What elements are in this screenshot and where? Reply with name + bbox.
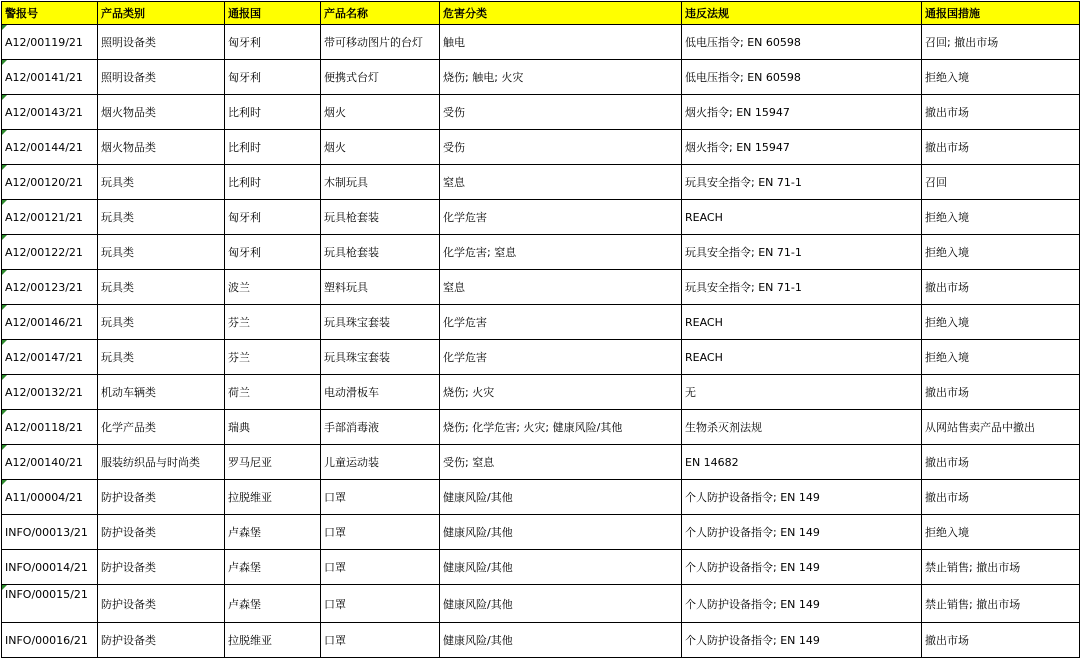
cell-risk-type: 化学危害 <box>440 200 682 235</box>
header-product-name: 产品名称 <box>321 2 440 25</box>
table-row <box>2 165 1080 200</box>
cell-measures: 召回; 撤出市场 <box>922 25 1080 60</box>
cell-notifying-country: 芬兰 <box>225 340 321 375</box>
cell-notifying-country: 卢森堡 <box>225 515 321 550</box>
cell-product-name: 玩具枪套装 <box>321 235 440 270</box>
cell-product-name: 塑料玩具 <box>321 270 440 305</box>
cell-risk-type: 健康风险/其他 <box>440 585 682 623</box>
cell-product-category: 机动车辆类 <box>98 375 225 410</box>
cell-product-name: 烟火 <box>321 95 440 130</box>
cell-alert-number: A12/00140/21 <box>2 445 98 480</box>
table-row <box>2 305 1080 340</box>
cell-notifying-country: 芬兰 <box>225 305 321 340</box>
cell-product-name: 儿童运动装 <box>321 445 440 480</box>
cell-risk-type: 烧伤; 触电; 火灾 <box>440 60 682 95</box>
cell-regulation: 个人防护设备指令; EN 149 <box>682 585 922 623</box>
cell-alert-number: A12/00144/21 <box>2 130 98 165</box>
cell-product-category: 玩具类 <box>98 305 225 340</box>
cell-product-name: 玩具珠宝套装 <box>321 340 440 375</box>
cell-risk-type: 触电 <box>440 25 682 60</box>
cell-product-name: 电动滑板车 <box>321 375 440 410</box>
cell-measures: 拒绝入境 <box>922 515 1080 550</box>
cell-product-category: 防护设备类 <box>98 585 225 623</box>
cell-product-category: 照明设备类 <box>98 25 225 60</box>
cell-risk-type: 健康风险/其他 <box>440 515 682 550</box>
cell-product-category: 烟火物品类 <box>98 130 225 165</box>
cell-product-category: 玩具类 <box>98 340 225 375</box>
cell-product-name: 木制玩具 <box>321 165 440 200</box>
cell-regulation: REACH <box>682 200 922 235</box>
cell-measures: 禁止销售; 撤出市场 <box>922 550 1080 585</box>
cell-risk-type: 烧伤; 化学危害; 火灾; 健康风险/其他 <box>440 410 682 445</box>
header-risk-type: 危害分类 <box>440 2 682 25</box>
cell-product-name: 带可移动图片的台灯 <box>321 25 440 60</box>
cell-notifying-country: 匈牙利 <box>225 25 321 60</box>
cell-notifying-country: 拉脱维亚 <box>225 480 321 515</box>
cell-measures: 禁止销售; 撤出市场 <box>922 585 1080 623</box>
cell-alert-number: INFO/00014/21 <box>2 550 98 585</box>
cell-alert-number: A12/00121/21 <box>2 200 98 235</box>
cell-alert-number: A12/00122/21 <box>2 235 98 270</box>
cell-alert-number: A12/00123/21 <box>2 270 98 305</box>
table-row <box>2 410 1080 445</box>
cell-notifying-country: 匈牙利 <box>225 200 321 235</box>
cell-notifying-country: 荷兰 <box>225 375 321 410</box>
cell-product-category: 服装纺织品与时尚类 <box>98 445 225 480</box>
cell-measures: 拒绝入境 <box>922 340 1080 375</box>
cell-measures: 撤出市场 <box>922 95 1080 130</box>
cell-product-category: 照明设备类 <box>98 60 225 95</box>
cell-alert-number: A12/00132/21 <box>2 375 98 410</box>
table-row <box>2 25 1080 60</box>
cell-alert-number: A12/00141/21 <box>2 60 98 95</box>
cell-regulation: 个人防护设备指令; EN 149 <box>682 550 922 585</box>
cell-product-name: 口罩 <box>321 515 440 550</box>
cell-risk-type: 健康风险/其他 <box>440 480 682 515</box>
cell-product-name: 口罩 <box>321 480 440 515</box>
cell-regulation: REACH <box>682 340 922 375</box>
cell-notifying-country: 罗马尼亚 <box>225 445 321 480</box>
cell-risk-type: 窒息 <box>440 165 682 200</box>
cell-regulation: 烟火指令; EN 15947 <box>682 95 922 130</box>
cell-notifying-country: 匈牙利 <box>225 235 321 270</box>
header-notifying-country: 通报国 <box>225 2 321 25</box>
cell-product-category: 玩具类 <box>98 235 225 270</box>
table-row <box>2 515 1080 550</box>
cell-measures: 撤出市场 <box>922 130 1080 165</box>
cell-product-name: 玩具枪套装 <box>321 200 440 235</box>
cell-risk-type: 健康风险/其他 <box>440 623 682 658</box>
cell-regulation: 玩具安全指令; EN 71-1 <box>682 165 922 200</box>
header-row <box>2 2 1080 25</box>
cell-notifying-country: 卢森堡 <box>225 585 321 623</box>
cell-measures: 撤出市场 <box>922 445 1080 480</box>
table-row <box>2 375 1080 410</box>
cell-regulation: 低电压指令; EN 60598 <box>682 60 922 95</box>
cell-measures: 拒绝入境 <box>922 60 1080 95</box>
cell-risk-type: 窒息 <box>440 270 682 305</box>
cell-alert-number: A12/00120/21 <box>2 165 98 200</box>
cell-product-category: 防护设备类 <box>98 550 225 585</box>
table-row <box>2 623 1080 658</box>
cell-risk-type: 化学危害 <box>440 340 682 375</box>
cell-product-name: 玩具珠宝套装 <box>321 305 440 340</box>
table-row <box>2 200 1080 235</box>
cell-notifying-country: 瑞典 <box>225 410 321 445</box>
cell-risk-type: 健康风险/其他 <box>440 550 682 585</box>
cell-regulation: EN 14682 <box>682 445 922 480</box>
cell-notifying-country: 比利时 <box>225 130 321 165</box>
table-row <box>2 95 1080 130</box>
table-row <box>2 270 1080 305</box>
header-product-category: 产品类别 <box>98 2 225 25</box>
cell-measures: 拒绝入境 <box>922 200 1080 235</box>
cell-notifying-country: 波兰 <box>225 270 321 305</box>
cell-measures: 撤出市场 <box>922 623 1080 658</box>
table-row <box>2 235 1080 270</box>
table-row <box>2 550 1080 585</box>
cell-regulation: 个人防护设备指令; EN 149 <box>682 480 922 515</box>
table-row <box>2 480 1080 515</box>
cell-product-name: 口罩 <box>321 623 440 658</box>
cell-product-category: 玩具类 <box>98 200 225 235</box>
cell-measures: 撤出市场 <box>922 480 1080 515</box>
cell-alert-number: A12/00119/21 <box>2 25 98 60</box>
cell-product-category: 玩具类 <box>98 270 225 305</box>
cell-regulation: 无 <box>682 375 922 410</box>
cell-measures: 拒绝入境 <box>922 235 1080 270</box>
cell-alert-number: INFO/00013/21 <box>2 515 98 550</box>
cell-product-category: 化学产品类 <box>98 410 225 445</box>
cell-regulation: 玩具安全指令; EN 71-1 <box>682 235 922 270</box>
header-alert-number: 警报号 <box>2 2 98 25</box>
header-regulation: 违反法规 <box>682 2 922 25</box>
table-row <box>2 60 1080 95</box>
cell-measures: 从网站售卖产品中撤出 <box>922 410 1080 445</box>
cell-measures: 撤出市场 <box>922 270 1080 305</box>
cell-risk-type: 烧伤; 火灾 <box>440 375 682 410</box>
cell-regulation: 玩具安全指令; EN 71-1 <box>682 270 922 305</box>
cell-notifying-country: 拉脱维亚 <box>225 623 321 658</box>
cell-notifying-country: 比利时 <box>225 165 321 200</box>
table-row <box>2 445 1080 480</box>
table-row <box>2 340 1080 375</box>
cell-regulation: 低电压指令; EN 60598 <box>682 25 922 60</box>
cell-measures: 撤出市场 <box>922 375 1080 410</box>
table-row <box>2 130 1080 165</box>
cell-risk-type: 受伤 <box>440 130 682 165</box>
alert-table <box>1 1 1080 658</box>
cell-alert-number: A12/00143/21 <box>2 95 98 130</box>
cell-measures: 召回 <box>922 165 1080 200</box>
cell-alert-number: A11/00004/21 <box>2 480 98 515</box>
cell-alert-number: A12/00147/21 <box>2 340 98 375</box>
cell-risk-type: 受伤; 窒息 <box>440 445 682 480</box>
cell-product-category: 防护设备类 <box>98 480 225 515</box>
cell-regulation: 生物杀灭剂法规 <box>682 410 922 445</box>
cell-product-name: 口罩 <box>321 550 440 585</box>
cell-product-category: 防护设备类 <box>98 515 225 550</box>
header-measures: 通报国措施 <box>922 2 1080 25</box>
cell-product-name: 便携式台灯 <box>321 60 440 95</box>
cell-risk-type: 受伤 <box>440 95 682 130</box>
cell-regulation: REACH <box>682 305 922 340</box>
cell-product-name: 烟火 <box>321 130 440 165</box>
cell-product-category: 防护设备类 <box>98 623 225 658</box>
cell-notifying-country: 卢森堡 <box>225 550 321 585</box>
cell-regulation: 个人防护设备指令; EN 149 <box>682 623 922 658</box>
cell-product-category: 玩具类 <box>98 165 225 200</box>
cell-alert-number: INFO/00016/21 <box>2 623 98 658</box>
cell-alert-number: A12/00146/21 <box>2 305 98 340</box>
cell-notifying-country: 匈牙利 <box>225 60 321 95</box>
cell-risk-type: 化学危害; 窒息 <box>440 235 682 270</box>
cell-product-name: 口罩 <box>321 585 440 623</box>
cell-regulation: 个人防护设备指令; EN 149 <box>682 515 922 550</box>
cell-notifying-country: 比利时 <box>225 95 321 130</box>
cell-product-category: 烟火物品类 <box>98 95 225 130</box>
cell-measures: 拒绝入境 <box>922 305 1080 340</box>
cell-alert-number: INFO/00015/21 <box>2 585 98 623</box>
cell-product-name: 手部消毒液 <box>321 410 440 445</box>
cell-risk-type: 化学危害 <box>440 305 682 340</box>
cell-regulation: 烟火指令; EN 15947 <box>682 130 922 165</box>
table-row <box>2 585 1080 623</box>
cell-alert-number: A12/00118/21 <box>2 410 98 445</box>
